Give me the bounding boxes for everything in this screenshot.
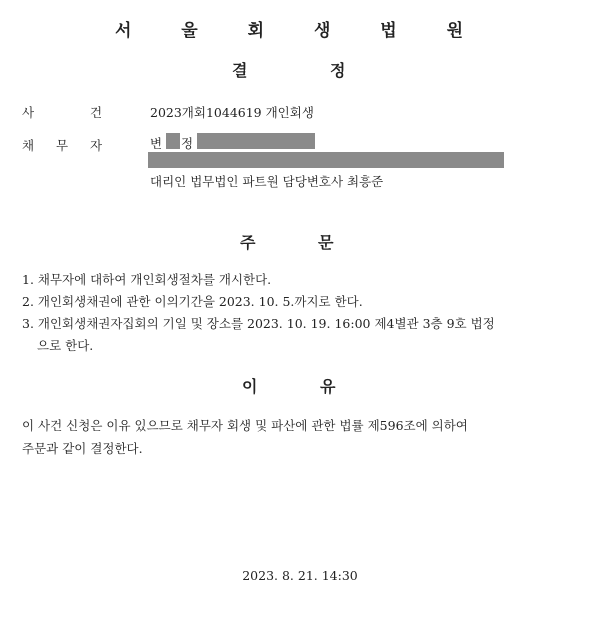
redaction-address [148, 152, 504, 168]
reason-heading-left: 이 [242, 377, 258, 396]
debtor-name-first: 변 [150, 136, 163, 151]
debtor-name-second: 정 [181, 136, 194, 151]
order-item-2: 2. 개인회생채권에 관한 이의기간을 2023. 10. 5.까지로 한다. [22, 294, 363, 309]
case-label-char-1: 사 [22, 105, 36, 120]
order-item-3: 3. 개인회생채권자집회의 기일 및 장소를 2023. 10. 19. 16:00 제4별관 3층 9호 법정 [22, 316, 495, 331]
case-label-char-2: 건 [90, 105, 104, 120]
reason-line-1: 이 사건 신청은 이유 있으므로 채무자 회생 및 파산에 관한 법률 제596조에 의하여 [22, 418, 468, 433]
redaction-id-number [197, 133, 315, 149]
order-heading-right: 문 [318, 233, 334, 252]
court-name: 서 울 회 생 법 원 [114, 21, 486, 41]
debtor-label-char-1: 채 [22, 138, 36, 153]
redaction-name-middle [166, 133, 180, 149]
decision-date: 2023. 8. 21. 14:30 [242, 568, 358, 583]
reason-heading-right: 유 [320, 377, 336, 396]
debtor-label-char-2: 무 [56, 138, 70, 153]
debtor-agent: 대리인 법무법인 파트원 담당변호사 최흥준 [150, 174, 384, 189]
order-item-3-continued: 으로 한다. [37, 338, 94, 353]
order-heading-left: 주 [240, 233, 256, 252]
doc-title-right: 정 [330, 61, 346, 80]
reason-line-2: 주문과 같이 결정한다. [22, 441, 143, 456]
debtor-label-char-3: 자 [90, 138, 104, 153]
case-number: 2023개회1044619 개인회생 [150, 105, 314, 120]
order-item-1: 1. 채무자에 대하여 개인회생절차를 개시한다. [22, 272, 272, 287]
doc-title-left: 결 [232, 61, 248, 80]
